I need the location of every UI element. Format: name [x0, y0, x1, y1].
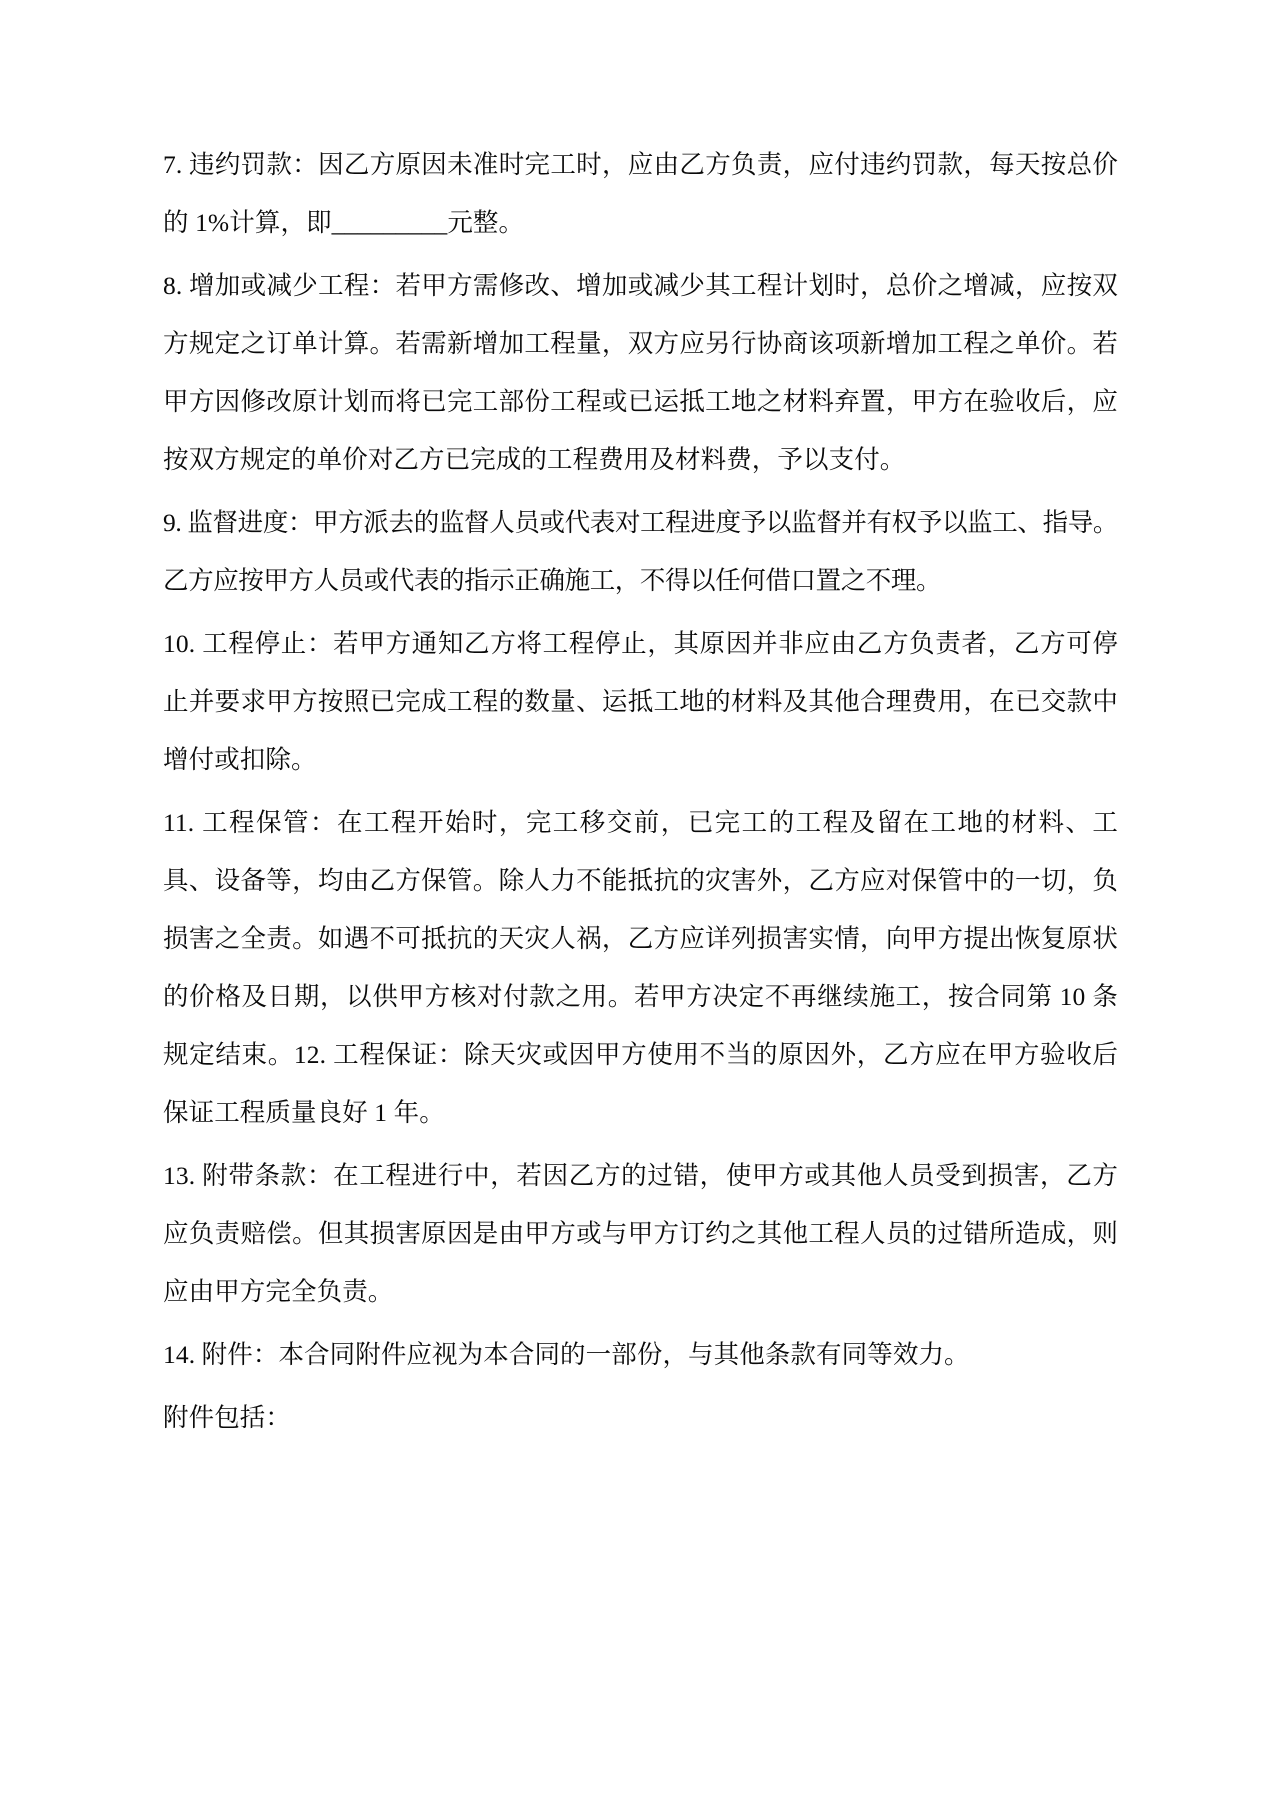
- clause-paragraph-11: 11. 工程保管：在工程开始时，完工移交前，已完工的工程及留在工地的材料、工具、设备等，均由乙方保管。除人力不能抵抗的灾害外，乙方应对保管中的一切，负损害之全责。如遇不可抵抗的天灾人祸，乙方应详列损害实情，向甲方提出恢复原状的价格及日期，以供甲方核对付款之用。若甲方决定不再继续施工，按合同第 10 条规定结束。12. 工程保证：除天灾或因甲方使用不当的原因外，乙方应在甲方验收后保证工程质量良好 1 年。: [163, 808, 1118, 1127]
- clause-paragraph-8: 8. 增加或减少工程：若甲方需修改、增加或减少其工程计划时，总价之增减，应按双方规定之订单计算。若需新增加工程量，双方应另行协商该项新增加工程之单价。若甲方因修改原计划而将已完工部份工程或已运抵工地之材料弃置，甲方在验收后，应按双方规定的单价对乙方已完成的工程费用及材料费，予以支付。: [163, 271, 1118, 474]
- attachment-intro-line: 附件包括：: [163, 1403, 292, 1432]
- clause-paragraph-14: 14. 附件：本合同附件应视为本合同的一部份，与其他条款有同等效力。: [163, 1340, 970, 1369]
- clause-paragraph-13: 13. 附带条款：在工程进行中，若因乙方的过错，使甲方或其他人员受到损害，乙方应负责赔偿。但其损害原因是由甲方或与甲方订约之其他工程人员的过错所造成，则应由甲方完全负责。: [163, 1161, 1118, 1306]
- clause-paragraph-9: 9. 监督进度：甲方派去的监督人员或代表对工程进度予以监督并有权予以监工、指导。乙方应按甲方人员或代表的指示正确施工，不得以任何借口置之不理。: [163, 508, 1118, 595]
- document-body: [163, 136, 1118, 1452]
- clause-paragraph-10: 10. 工程停止：若甲方通知乙方将工程停止，其原因并非应由乙方负责者，乙方可停止并要求甲方按照已完成工程的数量、运抵工地的材料及其他合理费用，在已交款中增付或扣除。: [163, 629, 1118, 774]
- clause-paragraph-7: 7. 违约罚款：因乙方原因未准时完工时，应由乙方负责，应付违约罚款，每天按总价的 1%计算，即_________元整。: [163, 150, 1118, 237]
